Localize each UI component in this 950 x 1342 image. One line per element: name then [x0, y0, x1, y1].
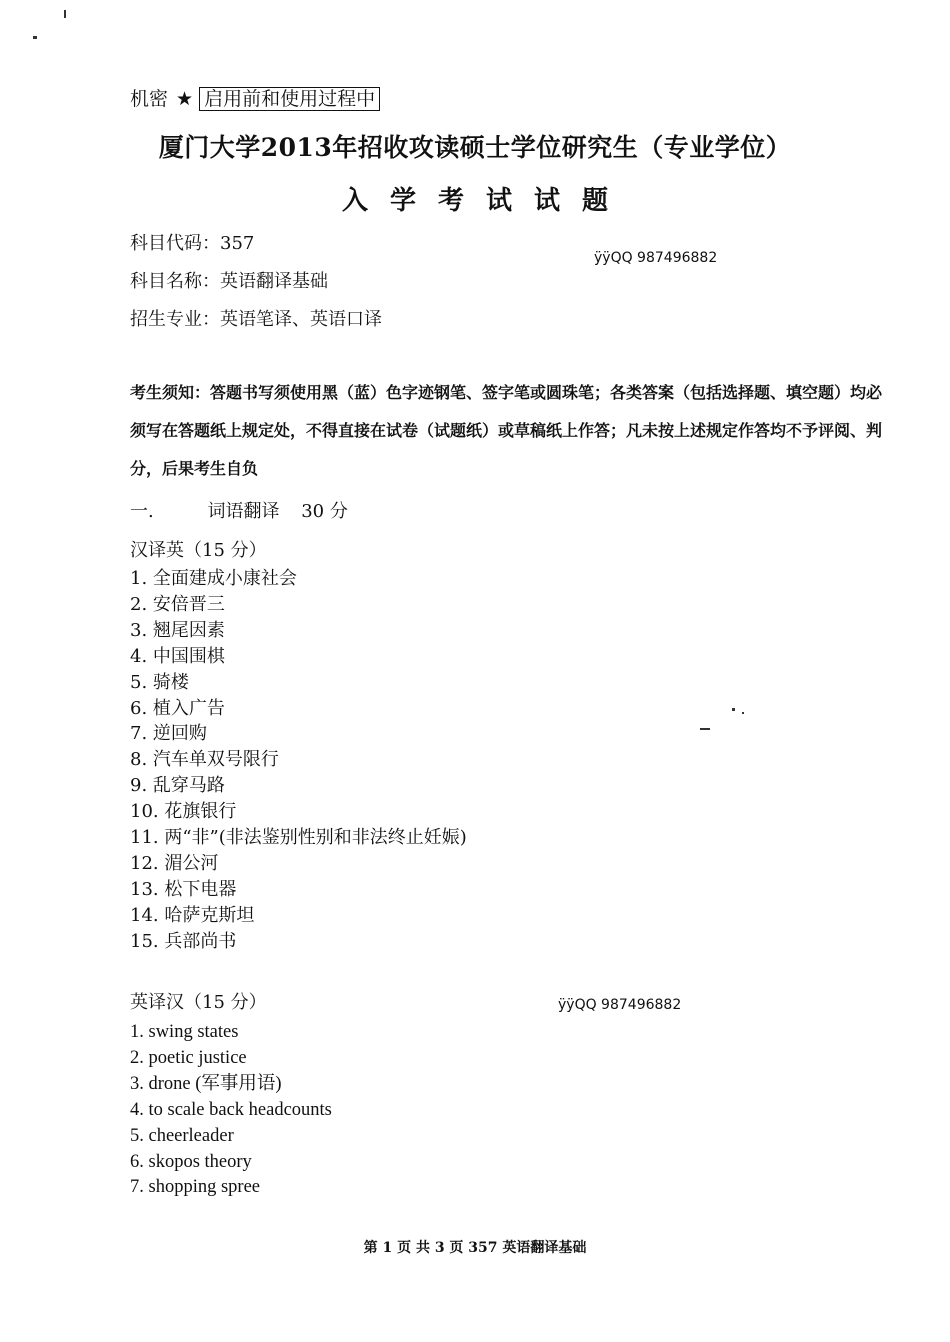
scan-speck — [700, 728, 710, 730]
usage-status-box: 启用前和使用过程中 — [199, 87, 380, 111]
list-item: 7. shopping spree — [130, 1177, 260, 1198]
section-number: 一. — [130, 501, 154, 522]
en-zh-list — [130, 1020, 332, 1201]
watermark-qq: ÿÿQQ 987496882 — [558, 997, 682, 1013]
list-item: 4. 中国围棋 — [130, 645, 225, 667]
list-item: 11. 两“非”(非法鉴别性别和非法终止妊娠) — [130, 827, 467, 849]
zh-en-list — [130, 566, 467, 955]
zh-en-heading: 汉译英（15 分） — [130, 540, 267, 561]
en-zh-heading: 英译汉（15 分） — [130, 992, 267, 1013]
list-item: 7. 逆回购 — [130, 723, 207, 745]
section-heading — [130, 497, 348, 523]
scan-speck — [64, 10, 66, 18]
list-item: 6. 植入广告 — [130, 697, 225, 719]
watermark-qq: ÿÿQQ 987496882 — [594, 250, 718, 266]
section-title: 词语翻译 — [207, 501, 280, 522]
list-item: 8. 汽车单双号限行 — [130, 749, 279, 771]
list-item: 3. 翘尾因素 — [130, 619, 225, 641]
list-item: 6. skopos theory — [130, 1151, 252, 1172]
list-item: 12. 湄公河 — [130, 852, 219, 874]
list-item: 10. 花旗银行 — [130, 801, 237, 823]
scan-speck — [33, 36, 37, 39]
scan-speck — [742, 712, 744, 714]
list-item: 2. 安倍晋三 — [130, 593, 225, 615]
star-icon: ★ — [176, 88, 194, 110]
exam-subtitle: 入学考试试题 — [341, 186, 630, 216]
list-item: 4. to scale back headcounts — [130, 1099, 332, 1120]
scan-speck — [732, 708, 735, 711]
list-item: 3. drone (军事用语) — [130, 1073, 282, 1094]
list-item: 2. poetic justice — [130, 1047, 247, 1068]
list-item: 14. 哈萨克斯坦 — [130, 904, 255, 926]
exam-title: 厦门大学2013年招收攻读硕士学位研究生（专业学位） — [158, 133, 792, 162]
section-score: 30 分 — [301, 501, 348, 522]
list-item: 5. cheerleader — [130, 1125, 234, 1146]
list-item: 9. 乱穿马路 — [130, 775, 225, 797]
subject-name: 科目名称：英语翻译基础 — [130, 271, 328, 292]
list-item: 15. 兵部尚书 — [130, 930, 237, 952]
confidential-text: 机密 — [130, 88, 169, 110]
page-footer: 第 1 页 共 3 页 357 英语翻译基础 — [363, 1240, 587, 1256]
list-item: 13. 松下电器 — [130, 878, 237, 900]
subject-code: 科目代码：357 — [130, 233, 255, 254]
list-item: 1. 全面建成小康社会 — [130, 568, 297, 589]
list-item: 1. swing states — [130, 1022, 239, 1042]
major: 招生专业：英语笔译、英语口译 — [130, 309, 382, 330]
candidate-notice: 考生须知：答题书写须使用黑（蓝）色字迹钢笔、签字笔或圆珠笔；各类答案（包括选择题、填空题）均必须写在答题纸上规定处，不得直接在试卷（试题纸）或草稿纸上作答；凡未按上述规定作答均不予评阅、判分，后果考生自负 — [130, 383, 883, 478]
confidential-label — [130, 84, 380, 111]
list-item: 5. 骑楼 — [130, 671, 189, 693]
